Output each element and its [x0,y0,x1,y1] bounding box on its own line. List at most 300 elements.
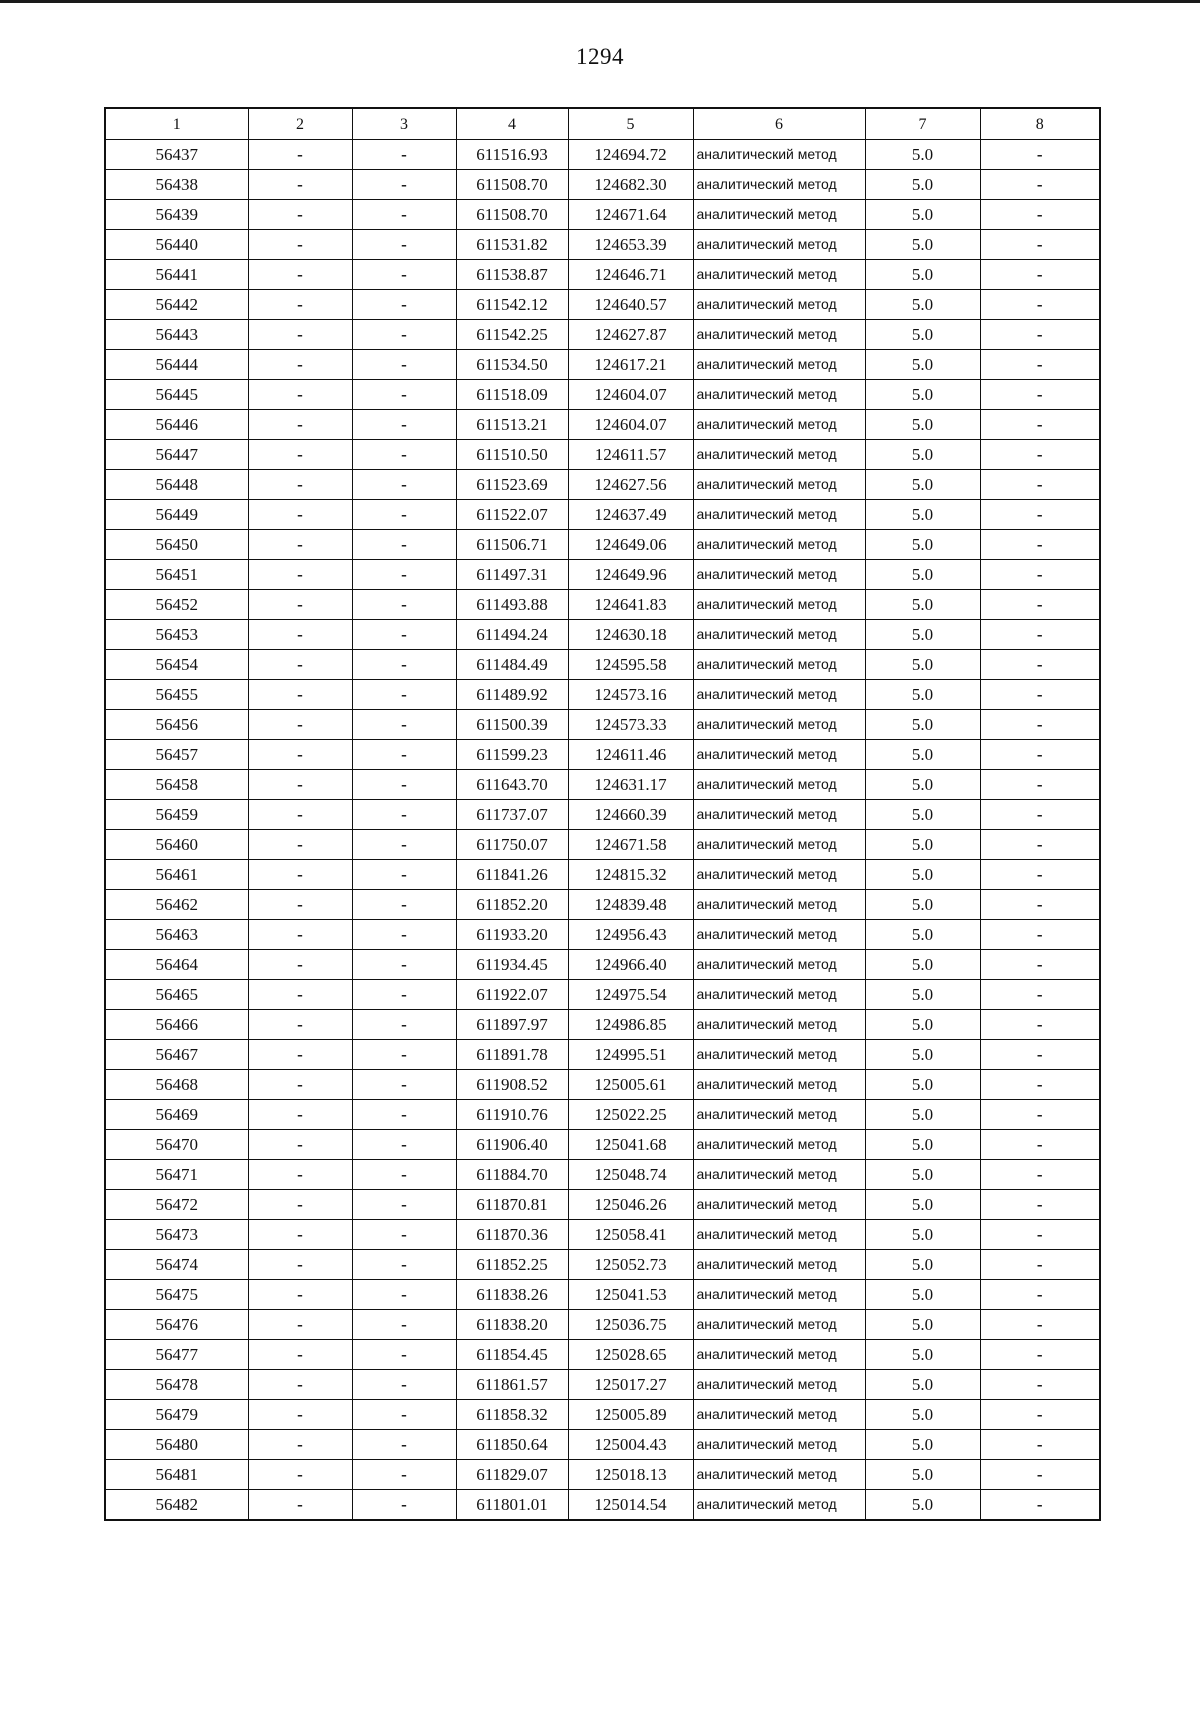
col8-cell: - [980,1250,1100,1280]
x-coordinate-cell: 611489.92 [456,680,568,710]
point-number-cell: 56441 [105,260,248,290]
y-coordinate-cell: 124637.49 [568,500,693,530]
col2-cell: - [248,1100,352,1130]
column-header: 3 [352,108,456,140]
method-cell: аналитический метод [693,1250,865,1280]
col8-cell: - [980,740,1100,770]
table-row [105,980,1100,1010]
method-cell: аналитический метод [693,800,865,830]
table-row [105,920,1100,950]
method-cell: аналитический метод [693,260,865,290]
x-coordinate-cell: 611506.71 [456,530,568,560]
table-row [105,1010,1100,1040]
x-coordinate-cell: 611538.87 [456,260,568,290]
col2-cell: - [248,650,352,680]
col3-cell: - [352,1130,456,1160]
col3-cell: - [352,230,456,260]
x-coordinate-cell: 611852.20 [456,890,568,920]
table-row [105,320,1100,350]
x-coordinate-cell: 611508.70 [456,200,568,230]
point-number-cell: 56438 [105,170,248,200]
x-coordinate-cell: 611542.12 [456,290,568,320]
col2-cell: - [248,350,352,380]
table-row [105,680,1100,710]
method-cell: аналитический метод [693,1190,865,1220]
point-number-cell: 56437 [105,140,248,170]
col2-cell: - [248,710,352,740]
method-cell: аналитический метод [693,560,865,590]
col3-cell: - [352,710,456,740]
col8-cell: - [980,170,1100,200]
y-coordinate-cell: 124595.58 [568,650,693,680]
y-coordinate-cell: 125005.61 [568,1070,693,1100]
col8-cell: - [980,650,1100,680]
y-coordinate-cell: 124611.46 [568,740,693,770]
point-number-cell: 56480 [105,1430,248,1460]
x-coordinate-cell: 611854.45 [456,1340,568,1370]
y-coordinate-cell: 124617.21 [568,350,693,380]
col8-cell: - [980,1280,1100,1310]
col2-cell: - [248,140,352,170]
method-cell: аналитический метод [693,620,865,650]
x-coordinate-cell: 611497.31 [456,560,568,590]
accuracy-cell: 5.0 [865,1400,980,1430]
table-row [105,1250,1100,1280]
col8-cell: - [980,860,1100,890]
col3-cell: - [352,980,456,1010]
accuracy-cell: 5.0 [865,950,980,980]
col2-cell: - [248,920,352,950]
y-coordinate-cell: 125036.75 [568,1310,693,1340]
table-row [105,800,1100,830]
x-coordinate-cell: 611897.97 [456,1010,568,1040]
method-cell: аналитический метод [693,920,865,950]
col2-cell: - [248,1280,352,1310]
accuracy-cell: 5.0 [865,1250,980,1280]
method-cell: аналитический метод [693,740,865,770]
point-number-cell: 56442 [105,290,248,320]
x-coordinate-cell: 611838.26 [456,1280,568,1310]
method-cell: аналитический метод [693,170,865,200]
table-row [105,1370,1100,1400]
y-coordinate-cell: 124995.51 [568,1040,693,1070]
table-row [105,710,1100,740]
x-coordinate-cell: 611508.70 [456,170,568,200]
column-header: 5 [568,108,693,140]
point-number-cell: 56476 [105,1310,248,1340]
method-cell: аналитический метод [693,440,865,470]
method-cell: аналитический метод [693,1370,865,1400]
method-cell: аналитический метод [693,470,865,500]
table-row [105,590,1100,620]
col8-cell: - [980,1190,1100,1220]
x-coordinate-cell: 611531.82 [456,230,568,260]
x-coordinate-cell: 611801.01 [456,1490,568,1521]
y-coordinate-cell: 125052.73 [568,1250,693,1280]
table-row [105,1490,1100,1521]
col2-cell: - [248,560,352,590]
x-coordinate-cell: 611858.32 [456,1400,568,1430]
table-row [105,830,1100,860]
point-number-cell: 56445 [105,380,248,410]
y-coordinate-cell: 124640.57 [568,290,693,320]
coordinates-table [104,107,1101,1521]
col2-cell: - [248,860,352,890]
y-coordinate-cell: 124682.30 [568,170,693,200]
x-coordinate-cell: 611737.07 [456,800,568,830]
accuracy-cell: 5.0 [865,1280,980,1310]
col3-cell: - [352,1070,456,1100]
accuracy-cell: 5.0 [865,650,980,680]
col3-cell: - [352,1220,456,1250]
accuracy-cell: 5.0 [865,680,980,710]
col8-cell: - [980,350,1100,380]
y-coordinate-cell: 124694.72 [568,140,693,170]
col2-cell: - [248,470,352,500]
table-row [105,740,1100,770]
col3-cell: - [352,410,456,440]
col8-cell: - [980,830,1100,860]
accuracy-cell: 5.0 [865,560,980,590]
accuracy-cell: 5.0 [865,1160,980,1190]
col3-cell: - [352,170,456,200]
accuracy-cell: 5.0 [865,290,980,320]
method-cell: аналитический метод [693,860,865,890]
x-coordinate-cell: 611518.09 [456,380,568,410]
y-coordinate-cell: 124604.07 [568,410,693,440]
col2-cell: - [248,680,352,710]
x-coordinate-cell: 611934.45 [456,950,568,980]
col8-cell: - [980,1490,1100,1521]
method-cell: аналитический метод [693,830,865,860]
x-coordinate-cell: 611922.07 [456,980,568,1010]
accuracy-cell: 5.0 [865,440,980,470]
point-number-cell: 56459 [105,800,248,830]
table-row [105,1400,1100,1430]
y-coordinate-cell: 125004.43 [568,1430,693,1460]
col2-cell: - [248,530,352,560]
col3-cell: - [352,860,456,890]
col8-cell: - [980,380,1100,410]
col3-cell: - [352,1310,456,1340]
point-number-cell: 56443 [105,320,248,350]
accuracy-cell: 5.0 [865,1070,980,1100]
accuracy-cell: 5.0 [865,530,980,560]
col8-cell: - [980,1100,1100,1130]
x-coordinate-cell: 611841.26 [456,860,568,890]
col8-cell: - [980,1400,1100,1430]
table-row [105,230,1100,260]
x-coordinate-cell: 611522.07 [456,500,568,530]
col2-cell: - [248,980,352,1010]
point-number-cell: 56447 [105,440,248,470]
col2-cell: - [248,230,352,260]
col8-cell: - [980,260,1100,290]
y-coordinate-cell: 124627.56 [568,470,693,500]
point-number-cell: 56446 [105,410,248,440]
col8-cell: - [980,1460,1100,1490]
accuracy-cell: 5.0 [865,1310,980,1340]
accuracy-cell: 5.0 [865,920,980,950]
col3-cell: - [352,1430,456,1460]
col8-cell: - [980,800,1100,830]
accuracy-cell: 5.0 [865,1460,980,1490]
point-number-cell: 56456 [105,710,248,740]
col8-cell: - [980,1070,1100,1100]
method-cell: аналитический метод [693,1280,865,1310]
table-row [105,500,1100,530]
col3-cell: - [352,1190,456,1220]
accuracy-cell: 5.0 [865,980,980,1010]
y-coordinate-cell: 125014.54 [568,1490,693,1521]
method-cell: аналитический метод [693,1070,865,1100]
method-cell: аналитический метод [693,500,865,530]
y-coordinate-cell: 124631.17 [568,770,693,800]
y-coordinate-cell: 125018.13 [568,1460,693,1490]
y-coordinate-cell: 124573.16 [568,680,693,710]
point-number-cell: 56448 [105,470,248,500]
accuracy-cell: 5.0 [865,620,980,650]
col2-cell: - [248,590,352,620]
x-coordinate-cell: 611599.23 [456,740,568,770]
table-body [105,140,1100,1521]
accuracy-cell: 5.0 [865,1130,980,1160]
x-coordinate-cell: 611891.78 [456,1040,568,1070]
col8-cell: - [980,590,1100,620]
accuracy-cell: 5.0 [865,770,980,800]
col8-cell: - [980,1310,1100,1340]
point-number-cell: 56477 [105,1340,248,1370]
col3-cell: - [352,1490,456,1521]
x-coordinate-cell: 611852.25 [456,1250,568,1280]
method-cell: аналитический метод [693,710,865,740]
y-coordinate-cell: 124641.83 [568,590,693,620]
point-number-cell: 56479 [105,1400,248,1430]
method-cell: аналитический метод [693,1130,865,1160]
y-coordinate-cell: 125005.89 [568,1400,693,1430]
col3-cell: - [352,290,456,320]
accuracy-cell: 5.0 [865,740,980,770]
col2-cell: - [248,950,352,980]
x-coordinate-cell: 611643.70 [456,770,568,800]
col2-cell: - [248,1070,352,1100]
method-cell: аналитический метод [693,1220,865,1250]
table-row [105,140,1100,170]
point-number-cell: 56478 [105,1370,248,1400]
col3-cell: - [352,920,456,950]
table-row [105,350,1100,380]
point-number-cell: 56450 [105,530,248,560]
method-cell: аналитический метод [693,590,865,620]
y-coordinate-cell: 125041.53 [568,1280,693,1310]
y-coordinate-cell: 124630.18 [568,620,693,650]
col8-cell: - [980,980,1100,1010]
point-number-cell: 56460 [105,830,248,860]
accuracy-cell: 5.0 [865,830,980,860]
method-cell: аналитический метод [693,320,865,350]
table-row [105,1070,1100,1100]
y-coordinate-cell: 124604.07 [568,380,693,410]
table-row [105,1220,1100,1250]
col3-cell: - [352,380,456,410]
col8-cell: - [980,290,1100,320]
column-header: 4 [456,108,568,140]
point-number-cell: 56462 [105,890,248,920]
method-cell: аналитический метод [693,1010,865,1040]
col2-cell: - [248,800,352,830]
method-cell: аналитический метод [693,680,865,710]
col8-cell: - [980,620,1100,650]
point-number-cell: 56461 [105,860,248,890]
point-number-cell: 56468 [105,1070,248,1100]
x-coordinate-cell: 611850.64 [456,1430,568,1460]
col3-cell: - [352,680,456,710]
col8-cell: - [980,410,1100,440]
accuracy-cell: 5.0 [865,260,980,290]
x-coordinate-cell: 611750.07 [456,830,568,860]
col8-cell: - [980,1130,1100,1160]
y-coordinate-cell: 125048.74 [568,1160,693,1190]
col3-cell: - [352,1280,456,1310]
accuracy-cell: 5.0 [865,170,980,200]
accuracy-cell: 5.0 [865,320,980,350]
col3-cell: - [352,1010,456,1040]
col8-cell: - [980,140,1100,170]
col2-cell: - [248,1430,352,1460]
col2-cell: - [248,410,352,440]
col8-cell: - [980,1340,1100,1370]
col3-cell: - [352,1250,456,1280]
method-cell: аналитический метод [693,1400,865,1430]
col3-cell: - [352,830,456,860]
accuracy-cell: 5.0 [865,1010,980,1040]
x-coordinate-cell: 611829.07 [456,1460,568,1490]
col3-cell: - [352,440,456,470]
y-coordinate-cell: 124649.06 [568,530,693,560]
x-coordinate-cell: 611513.21 [456,410,568,440]
col2-cell: - [248,620,352,650]
col8-cell: - [980,530,1100,560]
point-number-cell: 56455 [105,680,248,710]
col3-cell: - [352,1340,456,1370]
col3-cell: - [352,950,456,980]
column-header: 1 [105,108,248,140]
col2-cell: - [248,170,352,200]
point-number-cell: 56439 [105,200,248,230]
method-cell: аналитический метод [693,1340,865,1370]
point-number-cell: 56452 [105,590,248,620]
col2-cell: - [248,1130,352,1160]
col3-cell: - [352,1100,456,1130]
col3-cell: - [352,1040,456,1070]
page-number: 1294 [576,44,624,69]
col8-cell: - [980,890,1100,920]
col3-cell: - [352,200,456,230]
accuracy-cell: 5.0 [865,590,980,620]
point-number-cell: 56440 [105,230,248,260]
x-coordinate-cell: 611870.36 [456,1220,568,1250]
method-cell: аналитический метод [693,410,865,440]
y-coordinate-cell: 125022.25 [568,1100,693,1130]
col3-cell: - [352,320,456,350]
table-row [105,620,1100,650]
table-row [105,890,1100,920]
accuracy-cell: 5.0 [865,1370,980,1400]
y-coordinate-cell: 124839.48 [568,890,693,920]
y-coordinate-cell: 124573.33 [568,710,693,740]
method-cell: аналитический метод [693,290,865,320]
method-cell: аналитический метод [693,650,865,680]
method-cell: аналитический метод [693,530,865,560]
point-number-cell: 56467 [105,1040,248,1070]
accuracy-cell: 5.0 [865,350,980,380]
table-row [105,1430,1100,1460]
y-coordinate-cell: 125017.27 [568,1370,693,1400]
col2-cell: - [248,1250,352,1280]
table-row [105,1340,1100,1370]
col2-cell: - [248,740,352,770]
accuracy-cell: 5.0 [865,500,980,530]
x-coordinate-cell: 611510.50 [456,440,568,470]
col2-cell: - [248,500,352,530]
point-number-cell: 56451 [105,560,248,590]
top-border-rule [0,0,1200,3]
point-number-cell: 56449 [105,500,248,530]
table-row [105,650,1100,680]
accuracy-cell: 5.0 [865,710,980,740]
col8-cell: - [980,1010,1100,1040]
col8-cell: - [980,230,1100,260]
x-coordinate-cell: 611534.50 [456,350,568,380]
y-coordinate-cell: 124627.87 [568,320,693,350]
col2-cell: - [248,830,352,860]
table-row [105,1040,1100,1070]
col2-cell: - [248,1340,352,1370]
method-cell: аналитический метод [693,1460,865,1490]
method-cell: аналитический метод [693,350,865,380]
table-row [105,260,1100,290]
col2-cell: - [248,1310,352,1340]
col2-cell: - [248,1160,352,1190]
col8-cell: - [980,470,1100,500]
col3-cell: - [352,560,456,590]
y-coordinate-cell: 125041.68 [568,1130,693,1160]
col8-cell: - [980,200,1100,230]
table-row [105,1190,1100,1220]
point-number-cell: 56454 [105,650,248,680]
col2-cell: - [248,1010,352,1040]
point-number-cell: 56474 [105,1250,248,1280]
x-coordinate-cell: 611906.40 [456,1130,568,1160]
col8-cell: - [980,920,1100,950]
table-row [105,1100,1100,1130]
y-coordinate-cell: 124646.71 [568,260,693,290]
y-coordinate-cell: 124649.96 [568,560,693,590]
x-coordinate-cell: 611884.70 [456,1160,568,1190]
col2-cell: - [248,1400,352,1430]
y-coordinate-cell: 124671.64 [568,200,693,230]
x-coordinate-cell: 611516.93 [456,140,568,170]
col8-cell: - [980,560,1100,590]
point-number-cell: 56457 [105,740,248,770]
col2-cell: - [248,260,352,290]
point-number-cell: 56475 [105,1280,248,1310]
accuracy-cell: 5.0 [865,800,980,830]
col2-cell: - [248,1040,352,1070]
method-cell: аналитический метод [693,1040,865,1070]
table-header-row [105,108,1100,140]
table-row [105,560,1100,590]
